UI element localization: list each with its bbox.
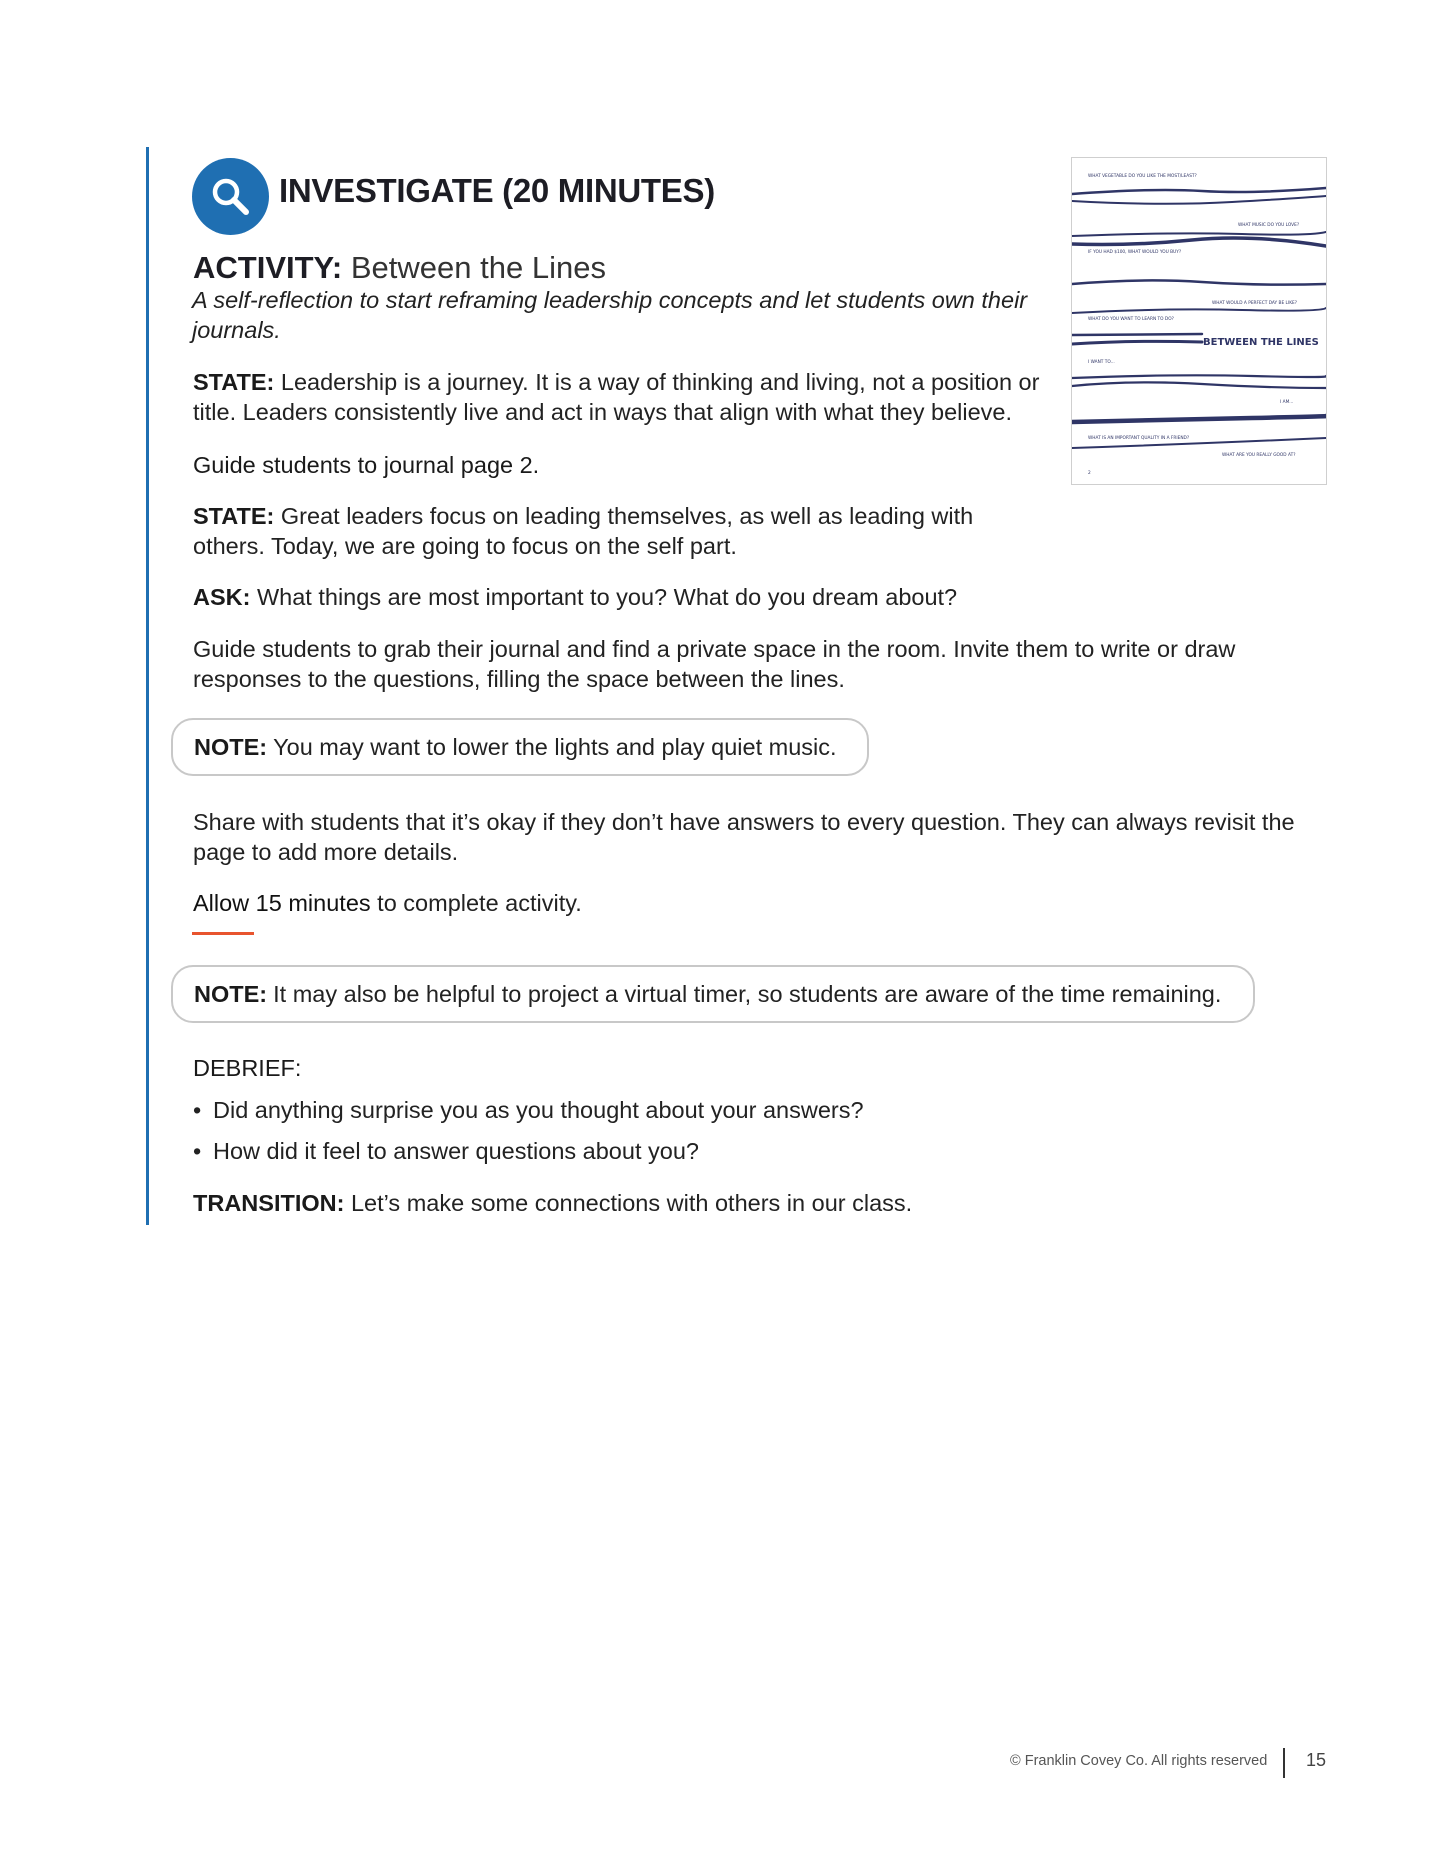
section-title: INVESTIGATE (20 MINUTES) — [279, 172, 715, 209]
thumb-question: WHAT MUSIC DO YOU LOVE? — [1238, 223, 1300, 228]
note-box — [171, 965, 1255, 1023]
list-item-text: How did it feel to answer questions about you? — [213, 1138, 699, 1164]
note-box — [171, 718, 869, 776]
note-label: NOTE: — [194, 980, 268, 1007]
activity-label: ACTIVITY: — [193, 250, 343, 285]
state-paragraph-2 — [193, 501, 1033, 561]
bullet-icon: • — [193, 1097, 202, 1123]
ask-paragraph — [193, 582, 1293, 612]
guide-private-space-paragraph: Guide students to grab their journal and find a private space in the room. Invite them to write or draw responses to the questions, filling the space between the lines. — [193, 636, 1236, 692]
allow-time-bold: Allow 15 minutes — [193, 890, 371, 916]
magnifying-glass-icon — [192, 158, 269, 235]
list-item — [193, 1136, 864, 1177]
note-text: It may also be helpful to project a virtual timer, so students are aware of the time remaining. — [273, 980, 1222, 1007]
guide-journal-paragraph: Guide students to journal page 2. — [193, 452, 540, 478]
allow-time-paragraph — [193, 888, 1093, 918]
thumb-question: I WANT TO... — [1088, 360, 1115, 365]
thumb-question: I AM... — [1280, 400, 1294, 405]
transition-text: Let’s make some connections with others in our class. — [350, 1190, 913, 1216]
activity-subtitle: A self-reflection to start reframing leadership concepts and let students own their journals. — [192, 287, 1028, 343]
thumb-question: IF YOU HAD $100, WHAT WOULD YOU BUY? — [1088, 250, 1182, 255]
thumb-question: WHAT ARE YOU REALLY GOOD AT? — [1222, 453, 1296, 458]
note-label: NOTE: — [194, 733, 268, 760]
debrief-list — [193, 1095, 864, 1177]
journal-page-thumbnail — [1071, 157, 1327, 485]
state-label: STATE: — [193, 503, 275, 529]
state-paragraph-1 — [193, 367, 1073, 427]
state-label: STATE: — [193, 369, 275, 395]
list-item — [193, 1095, 864, 1136]
note-text: You may want to lower the lights and play quiet music. — [273, 733, 837, 760]
thumb-question: WHAT DO YOU WANT TO LEARN TO DO? — [1088, 317, 1174, 322]
allow-time-text: to complete activity. — [377, 890, 582, 916]
page-number: 15 — [1306, 1750, 1327, 1770]
orange-divider — [192, 932, 254, 935]
share-paragraph: Share with students that it’s okay if they don’t have answers to every question. They can always revisit the page to add more details. — [193, 809, 1295, 865]
thumb-question: WHAT WOULD A PERFECT DAY BE LIKE? — [1212, 301, 1298, 306]
thumb-question: WHAT VEGETABLE DO YOU LIKE THE MOST/LEAST? — [1088, 174, 1197, 179]
activity-title — [193, 250, 606, 286]
activity-name: Between the Lines — [350, 250, 606, 285]
thumb-question: WHAT IS AN IMPORTANT QUALITY IN A FRIEND? — [1088, 436, 1190, 441]
copyright-text: © Franklin Covey Co. All rights reserved — [1010, 1753, 1268, 1769]
list-item-text: Did anything surprise you as you thought about your answers? — [213, 1097, 864, 1123]
state-text: Leadership is a journey. It is a way of thinking and living, not a position or title. Leaders consistently live and act in ways that align with what they believe. — [193, 369, 1040, 425]
thumb-page-number: 2 — [1088, 471, 1091, 476]
state-text: Great leaders focus on leading themselves, as well as leading with others. Today, we are going to focus on the self part. — [193, 503, 974, 559]
footer-divider — [1283, 1748, 1285, 1778]
thumb-title: BETWEEN THE LINES — [1203, 337, 1319, 348]
transition-label: TRANSITION: — [193, 1190, 345, 1216]
transition-paragraph — [193, 1188, 1293, 1218]
bullet-icon: • — [193, 1138, 202, 1164]
ask-text: What things are most important to you? What do you dream about? — [256, 584, 958, 610]
ask-label: ASK: — [193, 584, 251, 610]
section-accent-bar — [146, 147, 149, 1225]
debrief-heading: DEBRIEF: — [193, 1055, 302, 1081]
